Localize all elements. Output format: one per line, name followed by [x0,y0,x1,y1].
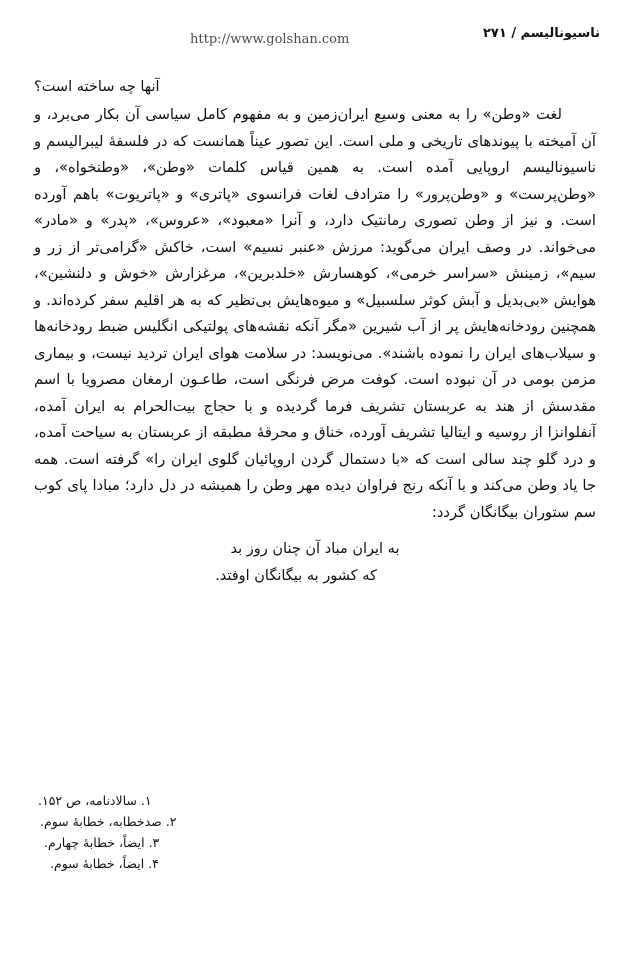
source-url: http://www.golshan.com [190,32,350,47]
verse-line: که کشور به بیگانگان اوفتد. [215,568,377,584]
opening-line: آنها چه ساخته است؟ [34,79,160,95]
page-header [30,26,600,54]
footnote-item: ۲. صدخطابه، خطابۀ سوم. [40,814,177,829]
main-paragraph: لغت «وطن» را به معنی وسیع ایران‌زمین و به مفهوم کامل سیاسی آن بکار می‌برد، و آن آمیخته با پیوندهای تاریخی و ملی است. این تصور عیناً همانست که در فلسفۀ لیبرالیسم و ناسیونالیسم اروپایی آمده است. به همین قیاس کلمات «وطن»، «وطنخواه»، و «وطن‌پرست» و «وطن‌پرور» را مترادف لغات فرانسوی «پاتری» و «پاتریوت» باهم آورده است. و نیز از وطن تصوری رمانتیک دارد، و آنرا «معبود»، «عروس»، «پدر» و «مادر» می‌خواند. در وصف ایران می‌گوید: مرزش «عنبر نسیم» است، خاکش «گرامی‌تر از زر و سیم»، زمینش «سراسر خرمی»، کوهسارش «خلدبرین»، مرغزارش «خوش و دلنشین»، هوایش «بی‌بدیل و آبش کوثر سلسبیل» و میوه‌هایش بی‌نظیر که به هر اقلیم سفر کرده‌اند. و همچنین رودخانه‌هایش پر از آب شیرین «مگر آنکه نقشه‌های پولتیکی انگلیس ضبط رودخانه‌ها و سیلاب‌های ایران را نموده باشند». می‌نویسد: در سلامت هوای ایران تردید نیست، و بیماری مزمن بومی در آن نبوده است. کوفت مرض فرنگی است، طاعـون ارمغان مصرویا با اسم مقدسش از هند به عربستان تشریف فرما گردیده و با حجاج بیت‌الحرام به ایران آمده، آنفلوانزا از روسیه و ایتالیا تشریف آورده، خناق و محرقۀ مطبقه از عربستان به سیاحت آمده، و درد گلو چند سالی است که «با دستمال گردن اروپائیان گلوی ایران را» گرفته است. همه جا یاد وطن می‌کند و با آنکه رنج فراوان دیده مهر وطن را همیشه در دل دارد؛ مبادا پای کوب سم ستوران بیگانگان گردد: [34,106,596,521]
footnote-item: ۱. سالادنامه، ص ۱۵۲. [38,793,152,808]
footnotes [34,790,596,874]
body-text [34,74,596,590]
footnote-item: ۳. ایضاً، خطابۀ چهارم. [44,835,160,850]
page-header-label: ناسیونالیسم / ۲۷۱ [483,26,600,41]
verse-block [34,536,596,590]
verse-line: به ایران مباد آن چنان روز بد [230,541,400,557]
footnote-item: ۴. ایضاً، خطابۀ سوم. [50,856,159,871]
